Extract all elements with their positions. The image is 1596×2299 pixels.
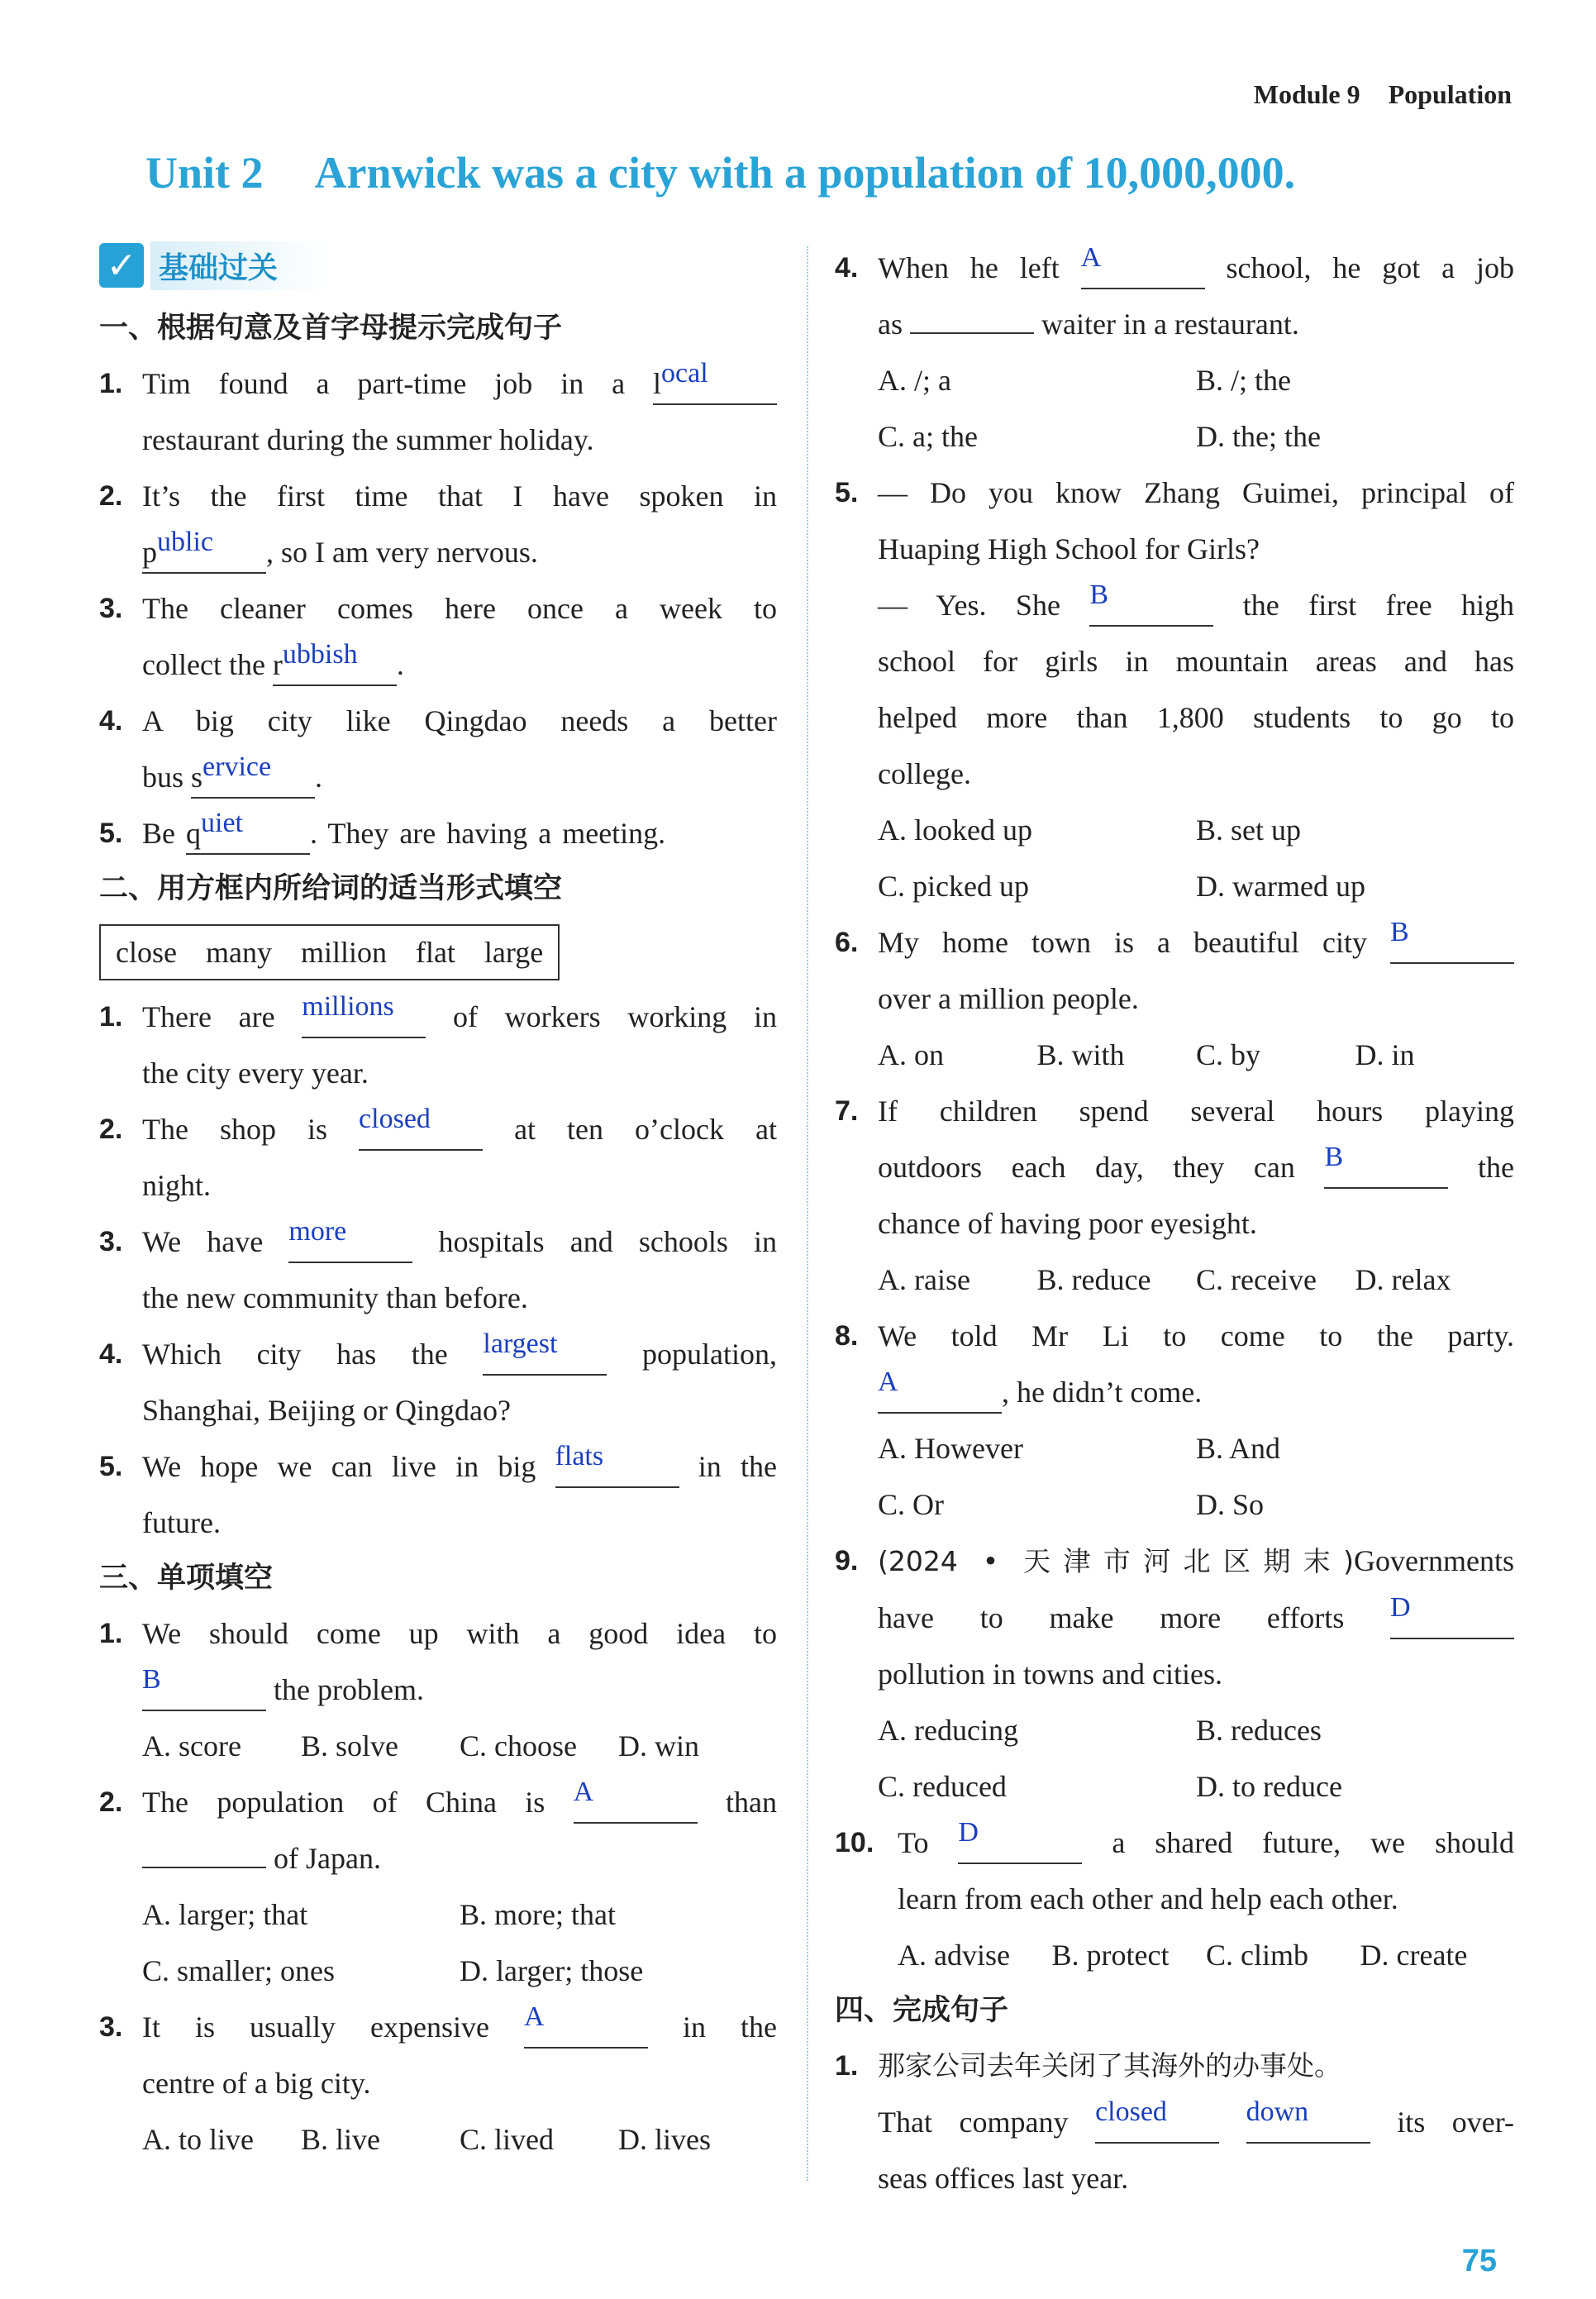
answer-blank[interactable]: local: [653, 365, 777, 405]
s1-q1: 1. Tim found a part-time job in a local: [99, 355, 777, 412]
page-number: 75: [1461, 2244, 1497, 2278]
options: A. However B. And: [878, 1432, 1281, 1465]
right-column: 4. When he left A school, he got a job as waiter in a restaurant. A. /; a B. /; the C. a; the D. the; the 5. — Do you know Zhang Guimei, principal of Huaping High School for Girls? — Yes. She B the first free high school for girls in mountain areas and has helped more than 1,800 students to go to college. A. looked up B. set up C. picked up D. warmed up 6. My home town is a beautiful city B over a million people. A. on B. with C. by D. in 7. If children spend several hours playing outdoors each day, they can B the chance of having poor eyesight. A. raise B. reduce C. receive D. relax 8. We told Mr Li to come to the party. A , he didn’t come. A. However B. And C. Or D. So 9. (2024 • 天津市河北区期末)Governments have to make more efforts D pollution in towns and cities. A. reducing B. reduces C. reduced D. to reduce 10. To D a shared future, we should learn from each other and help each other. A. advise B. protect C. climb D. create 四、完成句子 1. 那家公司去年关闭了其海外的办事处。 That company closed down its over- seas offices last year.: [835, 240, 1514, 2206]
s3-q3: 3. It is usually expensive A in the: [99, 1999, 777, 2055]
s2-q2: 2. The shop is closed at ten o’clock at: [99, 1101, 777, 1157]
answer-blank[interactable]: A: [574, 1784, 698, 1824]
left-column: ✓ 基础过关 一、根据句意及首字母提示完成句子 1. Tim found a part-time job in a local restaurant during the summer holiday. 2. It’s the first time that I have spoken in public , so I am very nervous. 3. The cleaner comes here once a week to collect the rubbish . 4. A big city like Qingdao needs a better bus service . 5. Be quiet . They are having a meeting. 二、用方框内所给词的适当形式填空 close many million flat large 1. There are millions of workers working in the city every year. 2. The shop is closed at ten o’clock at night. 3. We have more hospitals and schools in the new community than before. 4. Which city has the largest population, Shanghai, Beijing or Qingdao? 5. We hope we can live in big flats in the future. 三、单项填空 1. We should come up with a good idea to B the problem. A. score B. solve C. choose D. win 2. The population of China is A than of Japan. A. larger; that B. more; that C. smaller; ones D. larger; those 3. It is usually expensive A in the centre of a big city. A. to live B. live C. lived D. lives: [99, 240, 777, 2168]
answer-blank[interactable]: B: [142, 1672, 266, 1711]
options: C. picked up D. warmed up: [878, 870, 1365, 903]
options: A. advise B. protect C. climb D. create: [898, 1939, 1468, 1972]
s3-q7: 7. If children spend several hours playing: [835, 1095, 1514, 1128]
answer-blank[interactable]: quiet: [186, 815, 310, 855]
page-title: [145, 147, 1517, 198]
column-divider: [807, 246, 808, 2181]
answer-blank[interactable]: more: [288, 1223, 412, 1263]
module-label: Module 9: [1253, 79, 1360, 109]
options: A. /; a B. /; the: [878, 364, 1291, 397]
options: A. looked up B. set up: [878, 813, 1302, 847]
s1-q4: 4. A big city like Qingdao needs a better: [99, 704, 777, 737]
s2-q5: 5. We hope we can live in big flats in the: [99, 1438, 777, 1495]
s3-q2: 2. The population of China is A than: [99, 1774, 777, 1830]
unit-label: Unit 2: [145, 148, 264, 198]
s1-q3: 3. The cleaner comes here once a week to: [99, 592, 777, 625]
topic-label: Population: [1388, 79, 1512, 109]
answer-blank[interactable]: closed: [1095, 2104, 1219, 2144]
answer-blank[interactable]: [910, 332, 1034, 334]
options: A. reducing B. reduces: [878, 1714, 1322, 1747]
basic-badge: [99, 240, 777, 291]
options: A. larger; that B. more; that: [142, 1898, 616, 1931]
s2-q3: 3. We have more hospitals and schools in: [99, 1214, 777, 1270]
s4-q1: 1. 那家公司去年关闭了其海外的办事处。: [835, 2049, 1341, 2082]
s1-q5: 5. Be quiet . They are having a meeting.: [99, 805, 777, 861]
s3-q4: 4. When he left A school, he got a job: [835, 240, 1514, 296]
running-header: [1254, 79, 1512, 110]
answer-blank[interactable]: B: [1390, 924, 1514, 964]
answer-blank[interactable]: service: [191, 759, 315, 799]
badge-label: 基础过关: [150, 241, 327, 290]
answer-blank[interactable]: A: [878, 1374, 1002, 1414]
answer-blank[interactable]: millions: [302, 999, 426, 1038]
s3-q5: 5. — Do you know Zhang Guimei, principal of: [835, 476, 1514, 509]
answer-blank[interactable]: D: [1390, 1600, 1514, 1639]
s3-q6: 6. My home town is a beautiful city B: [835, 914, 1514, 971]
answer-blank[interactable]: largest: [483, 1336, 607, 1376]
options: A. on B. with C. by D. in: [878, 1038, 1415, 1071]
answer-blank[interactable]: flats: [555, 1448, 679, 1488]
s3-q10: 10. To D a shared future, we should: [835, 1815, 1514, 1871]
answer-blank[interactable]: closed: [359, 1111, 483, 1151]
options: A. raise B. reduce C. receive D. relax: [878, 1263, 1451, 1296]
answer-blank[interactable]: public: [142, 534, 266, 574]
word-box: close many million flat large: [99, 924, 560, 980]
answer-blank[interactable]: A: [1081, 250, 1205, 289]
answer-blank[interactable]: B: [1089, 587, 1213, 627]
options: C. Or D. So: [878, 1488, 1265, 1521]
options: C. smaller; ones D. larger; those: [142, 1954, 644, 1987]
answer-blank[interactable]: down: [1246, 2104, 1370, 2144]
check-icon: ✓: [99, 243, 144, 288]
section-1-heading: 一、根据句意及首字母提示完成句子: [99, 312, 563, 345]
options: A. to live B. live C. lived D. lives: [142, 2123, 711, 2156]
unit-title: Arnwick was a city with a population of 10,000,000.: [314, 148, 1296, 198]
options: C. a; the D. the; the: [878, 420, 1321, 453]
section-3-heading: 三、单项填空: [99, 1562, 274, 1595]
answer-blank[interactable]: [142, 1867, 266, 1868]
s3-q1: 1. We should come up with a good idea to: [99, 1617, 777, 1650]
s3-q9: 9. (2024 • 天津市河北区期末)Governments: [835, 1544, 1514, 1577]
s2-q4: 4. Which city has the largest population,: [99, 1326, 777, 1382]
answer-blank[interactable]: B: [1324, 1149, 1448, 1189]
section-2-heading: 二、用方框内所给词的适当形式填空: [99, 872, 563, 905]
options: A. score B. solve C. choose D. win: [142, 1729, 699, 1762]
answer-blank[interactable]: rubbish: [273, 646, 397, 686]
answer-blank[interactable]: A: [524, 2009, 648, 2049]
s2-q1: 1. There are millions of workers working in: [99, 989, 777, 1045]
options: C. reduced D. to reduce: [878, 1770, 1342, 1803]
s3-q8: 8. We told Mr Li to come to the party.: [835, 1319, 1514, 1352]
section-4-heading: 四、完成句子: [835, 1994, 1009, 2027]
s1-q2: 2. It’s the first time that I have spoken in: [99, 479, 777, 513]
answer-blank[interactable]: D: [958, 1824, 1082, 1864]
